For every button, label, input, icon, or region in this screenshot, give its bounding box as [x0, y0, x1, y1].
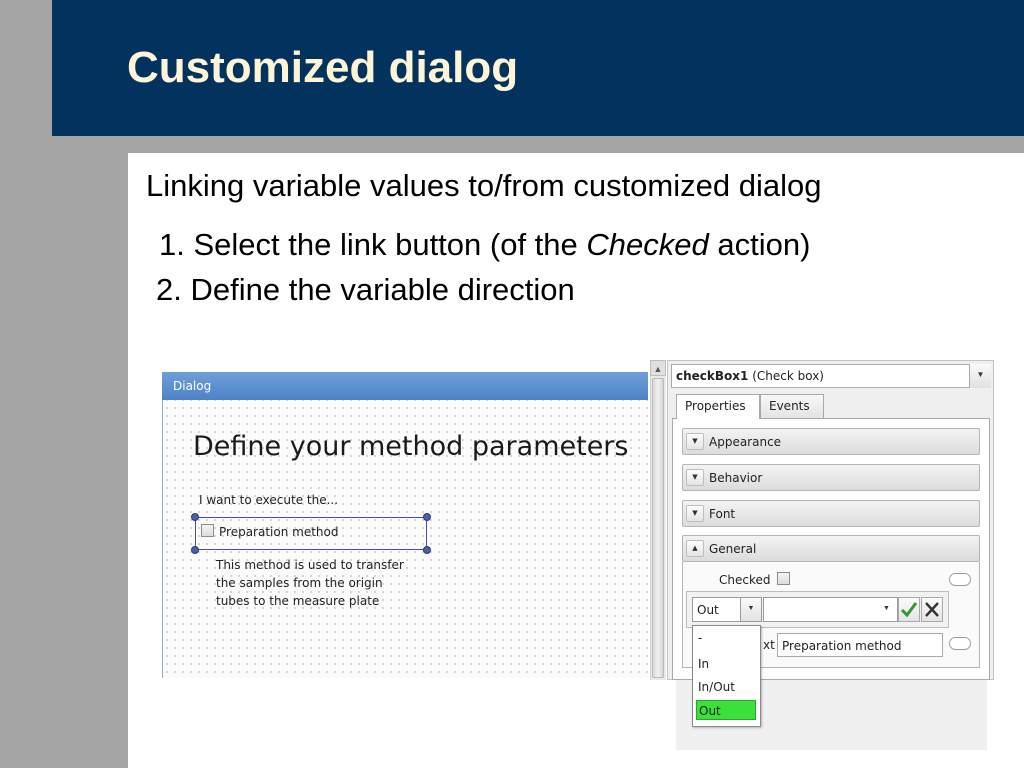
step-1-text: Select the link button (of the	[193, 227, 587, 262]
chevron-down-icon[interactable]: ▼	[686, 433, 704, 450]
checkbox-label[interactable]: Preparation method	[219, 525, 339, 539]
dialog-description[interactable]: This method is used to transfer the samples from the origin tubes to the measure plate	[216, 558, 404, 608]
step-1	[159, 227, 810, 263]
confirm-button[interactable]	[898, 597, 920, 622]
checked-property-label: Checked	[719, 573, 771, 587]
step-1-text-end: action)	[708, 227, 811, 262]
section-appearance-label: Appearance	[709, 435, 782, 449]
left-strip	[0, 0, 52, 768]
chevron-down-icon[interactable]: ▼	[686, 505, 704, 522]
scrollbar-thumb[interactable]	[652, 378, 664, 678]
section-font[interactable]	[682, 500, 980, 527]
resize-handle-bottom-left[interactable]	[191, 546, 199, 554]
chevron-down-icon[interactable]: ▼	[686, 469, 704, 486]
link-icon[interactable]	[949, 573, 971, 586]
step-2-text: Define the variable direction	[190, 272, 575, 307]
text-property-input[interactable]: Preparation method	[777, 633, 943, 657]
preparation-method-checkbox[interactable]	[201, 524, 214, 537]
text-property-label: xt	[763, 638, 775, 652]
section-behavior-label: Behavior	[709, 471, 763, 485]
chevron-down-icon[interactable]: ▼	[969, 364, 991, 388]
close-icon	[922, 598, 942, 621]
step-2-number: 2.	[156, 272, 182, 307]
section-behavior[interactable]	[682, 464, 980, 491]
object-type: (Check box)	[752, 369, 824, 383]
object-name: checkBox1	[676, 369, 749, 383]
resize-handle-top-right[interactable]	[423, 513, 431, 521]
step-1-emphasis: Checked	[586, 227, 709, 262]
dropdown-option[interactable]: In/Out	[698, 680, 735, 694]
scroll-up-icon[interactable]: ▲	[650, 360, 666, 376]
dialog-heading[interactable]: Define your method parameters	[193, 431, 629, 462]
tab-events[interactable]: Events	[760, 394, 824, 418]
chevron-down-icon[interactable]: ▼	[740, 598, 761, 621]
section-appearance[interactable]	[682, 428, 980, 455]
dialog-titlebar	[162, 372, 648, 400]
link-icon[interactable]	[949, 637, 971, 650]
section-font-label: Font	[709, 507, 736, 521]
dropdown-option[interactable]: In	[698, 657, 710, 671]
step-1-number: 1.	[159, 227, 185, 262]
resize-handle-top-left[interactable]	[191, 513, 199, 521]
tab-properties[interactable]: Properties	[676, 394, 760, 419]
step-2	[156, 272, 575, 308]
section-general[interactable]	[682, 535, 980, 562]
dialog-title: Dialog	[173, 379, 212, 393]
cancel-button[interactable]	[921, 597, 943, 622]
slide-title: Customized dialog	[127, 43, 519, 92]
checkmark-icon	[899, 598, 919, 621]
slide-subtitle: Linking variable values to/from customized dialog	[146, 168, 822, 203]
direction-dropdown-list[interactable]	[692, 625, 761, 727]
section-general-label: General	[709, 542, 757, 556]
resize-handle-bottom-right[interactable]	[423, 546, 431, 554]
dialog-label[interactable]: I want to execute the...	[199, 493, 339, 507]
dropdown-option[interactable]: -	[698, 631, 703, 645]
dropdown-option-selected[interactable]: Out	[696, 700, 756, 720]
checked-property-checkbox[interactable]	[777, 572, 790, 585]
direction-select[interactable]: Out	[692, 597, 762, 622]
object-selector[interactable]	[671, 364, 991, 388]
chevron-up-icon[interactable]: ▲	[686, 540, 704, 557]
chevron-down-icon[interactable]: ▼	[883, 605, 890, 612]
